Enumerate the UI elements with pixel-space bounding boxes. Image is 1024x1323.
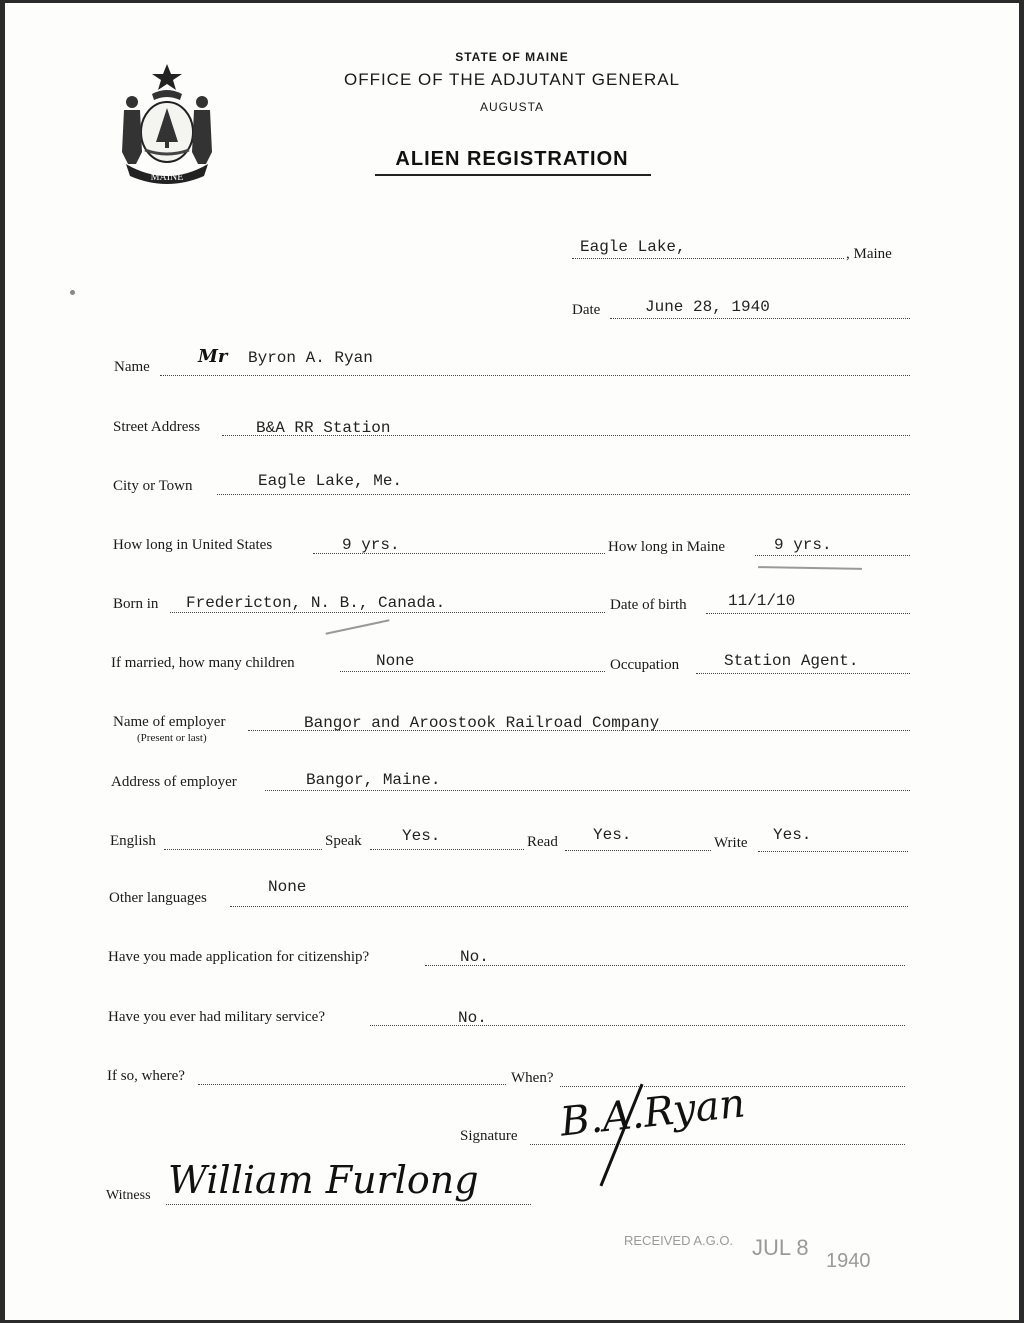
how-long-us-label: How long in United States xyxy=(113,537,273,553)
place-value: Eagle Lake, xyxy=(580,238,686,256)
speak-label: Speak xyxy=(325,833,362,849)
employer-label: Name of employer xyxy=(113,714,226,730)
write-dots xyxy=(758,851,908,852)
born-value: Fredericton, N. B., Canada. xyxy=(186,594,446,612)
header-state: STATE OF MAINE xyxy=(455,50,569,64)
children-value: None xyxy=(376,652,415,670)
header-office: OFFICE OF THE ADJUTANT GENERAL xyxy=(343,70,681,89)
witness-value: William Furlong xyxy=(168,1158,479,1202)
city-value: Eagle Lake, Me. xyxy=(258,472,403,490)
dob-dots xyxy=(706,613,910,614)
military-dots xyxy=(370,1025,905,1026)
children-dots xyxy=(340,671,605,672)
other-languages-label: Other languages xyxy=(109,890,207,906)
how-long-maine-dots xyxy=(755,555,910,556)
how-long-maine-label: How long in Maine xyxy=(608,539,726,555)
date-label: Date xyxy=(572,302,601,318)
when-label: When? xyxy=(511,1070,554,1086)
signature-value: B.A.Ryan xyxy=(558,1080,748,1146)
dob-label: Date of birth xyxy=(610,597,687,613)
witness-dots xyxy=(166,1204,531,1205)
speak-value: Yes. xyxy=(402,827,441,845)
name-label: Name xyxy=(114,359,150,375)
form-title: ALIEN REGISTRATION xyxy=(395,148,629,170)
witness-label: Witness xyxy=(106,1188,151,1203)
employer-value: Bangor and Aroostook Railroad Company xyxy=(304,714,660,732)
how-long-maine-value: 9 yrs. xyxy=(774,536,832,554)
place-suffix: , Maine xyxy=(846,246,892,262)
how-long-us-value: 9 yrs. xyxy=(342,536,400,554)
received-stamp-date: JUL 8 xyxy=(752,1235,809,1260)
children-label: If married, how many children xyxy=(111,655,295,671)
paper-speck xyxy=(70,290,75,295)
name-dots xyxy=(160,375,910,376)
employer-address-dots xyxy=(265,790,910,791)
signature-label: Signature xyxy=(460,1128,518,1144)
dob-value: 11/1/10 xyxy=(728,592,796,610)
date-value: June 28, 1940 xyxy=(645,298,770,316)
street-value: B&A RR Station xyxy=(256,419,391,437)
other-languages-dots xyxy=(230,906,908,907)
military-label: Have you ever had military service? xyxy=(108,1009,325,1025)
occupation-value: Station Agent. xyxy=(724,652,859,670)
read-dots xyxy=(565,850,711,851)
born-dots xyxy=(170,612,605,613)
occupation-label: Occupation xyxy=(610,657,680,673)
employer-address-value: Bangor, Maine. xyxy=(306,771,441,789)
write-value: Yes. xyxy=(773,826,812,844)
english-dots xyxy=(164,849,322,850)
write-label: Write xyxy=(714,835,748,851)
citizenship-value: No. xyxy=(460,948,489,966)
if-so-where-dots xyxy=(198,1084,506,1085)
employer-address-label: Address of employer xyxy=(111,774,237,790)
speak-dots xyxy=(370,849,524,850)
date-dots xyxy=(610,318,910,319)
english-label: English xyxy=(110,833,156,849)
read-label: Read xyxy=(527,834,558,850)
header-city: AUGUSTA xyxy=(479,100,545,114)
occupation-dots xyxy=(696,673,910,674)
place-dots xyxy=(572,258,844,259)
city-dots xyxy=(217,494,910,495)
read-value: Yes. xyxy=(593,826,632,844)
employer-sublabel: (Present or last) xyxy=(137,732,207,744)
citizenship-dots xyxy=(425,965,905,966)
received-stamp-year: 1940 xyxy=(826,1250,871,1272)
other-languages-value: None xyxy=(268,878,307,896)
military-value: No. xyxy=(458,1009,487,1027)
seal-motto: MAINE xyxy=(150,172,184,183)
street-label: Street Address xyxy=(113,419,201,435)
citizenship-label: Have you made application for citizenship? xyxy=(108,949,370,965)
name-value: Byron A. Ryan xyxy=(248,349,373,367)
born-label: Born in xyxy=(113,596,159,612)
signature-dots xyxy=(530,1144,905,1145)
name-prefix: Mr xyxy=(198,346,228,367)
if-so-where-label: If so, where? xyxy=(107,1068,185,1084)
received-stamp: RECEIVED A.G.O. xyxy=(624,1233,734,1248)
title-underline xyxy=(375,174,651,176)
city-label: City or Town xyxy=(113,478,193,494)
